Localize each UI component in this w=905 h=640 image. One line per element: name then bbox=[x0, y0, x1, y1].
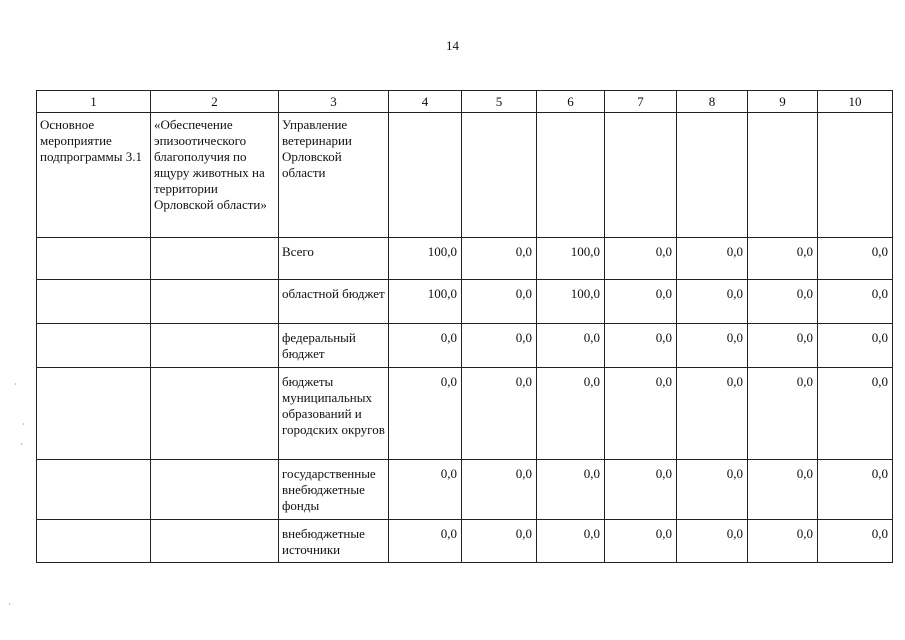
amount-cell: 0,0 bbox=[389, 520, 462, 563]
empty-cell bbox=[37, 460, 151, 520]
empty-cell bbox=[537, 113, 605, 238]
empty-cell bbox=[677, 113, 748, 238]
scan-speck: · bbox=[20, 440, 23, 449]
funding-source-label: федеральный бюджет bbox=[279, 324, 389, 368]
amount-cell: 0,0 bbox=[748, 238, 818, 280]
header-cell: 7 bbox=[605, 91, 677, 113]
empty-cell bbox=[389, 113, 462, 238]
header-cell: 8 bbox=[677, 91, 748, 113]
amount-cell: 0,0 bbox=[605, 368, 677, 460]
measure-title-cell: «Обеспечение эпизоотического благополучия по ящуру животных на территории Орловской области» bbox=[151, 113, 279, 238]
empty-cell bbox=[151, 460, 279, 520]
empty-cell bbox=[37, 368, 151, 460]
amount-cell: 100,0 bbox=[537, 238, 605, 280]
amount-cell: 0,0 bbox=[677, 368, 748, 460]
empty-cell bbox=[37, 238, 151, 280]
funding-source-label: областной бюджет bbox=[279, 280, 389, 324]
scan-speck: · bbox=[14, 380, 17, 389]
funding-row bbox=[37, 460, 893, 520]
amount-cell: 0,0 bbox=[605, 280, 677, 324]
amount-cell: 0,0 bbox=[748, 368, 818, 460]
empty-cell bbox=[748, 113, 818, 238]
header-cell: 2 bbox=[151, 91, 279, 113]
measure-name-cell: Основное мероприятие подпрограммы 3.1 bbox=[37, 113, 151, 238]
amount-cell: 0,0 bbox=[818, 460, 893, 520]
amount-cell: 0,0 bbox=[462, 280, 537, 324]
amount-cell: 0,0 bbox=[605, 520, 677, 563]
amount-cell: 0,0 bbox=[677, 520, 748, 563]
amount-cell: 100,0 bbox=[389, 238, 462, 280]
measure-row bbox=[37, 113, 893, 238]
header-cell: 1 bbox=[37, 91, 151, 113]
header-cell: 5 bbox=[462, 91, 537, 113]
amount-cell: 0,0 bbox=[748, 280, 818, 324]
amount-cell: 0,0 bbox=[462, 520, 537, 563]
responsible-cell: Управление ветеринарии Орловской области bbox=[279, 113, 389, 238]
amount-cell: 0,0 bbox=[748, 520, 818, 563]
funding-row bbox=[37, 520, 893, 563]
amount-cell: 0,0 bbox=[537, 460, 605, 520]
funding-source-label: государственные внебюджетные фонды bbox=[279, 460, 389, 520]
amount-cell: 0,0 bbox=[462, 460, 537, 520]
amount-cell: 0,0 bbox=[462, 238, 537, 280]
amount-cell: 0,0 bbox=[605, 238, 677, 280]
header-row bbox=[37, 91, 893, 113]
amount-cell: 0,0 bbox=[389, 324, 462, 368]
amount-cell: 0,0 bbox=[677, 280, 748, 324]
empty-cell bbox=[151, 520, 279, 563]
empty-cell bbox=[37, 520, 151, 563]
scan-speck: · bbox=[22, 420, 25, 429]
scan-speck: · bbox=[8, 600, 11, 609]
empty-cell bbox=[37, 324, 151, 368]
header-cell: 10 bbox=[818, 91, 893, 113]
amount-cell: 0,0 bbox=[537, 520, 605, 563]
empty-cell bbox=[605, 113, 677, 238]
funding-source-label: внебюджетные источники bbox=[279, 520, 389, 563]
empty-cell bbox=[151, 280, 279, 324]
header-cell: 9 bbox=[748, 91, 818, 113]
amount-cell: 0,0 bbox=[605, 324, 677, 368]
amount-cell: 0,0 bbox=[389, 368, 462, 460]
empty-cell bbox=[151, 368, 279, 460]
amount-cell: 0,0 bbox=[818, 238, 893, 280]
empty-cell bbox=[462, 113, 537, 238]
empty-cell bbox=[151, 238, 279, 280]
amount-cell: 0,0 bbox=[748, 324, 818, 368]
header-cell: 3 bbox=[279, 91, 389, 113]
amount-cell: 0,0 bbox=[462, 368, 537, 460]
amount-cell: 0,0 bbox=[462, 324, 537, 368]
funding-row bbox=[37, 368, 893, 460]
amount-cell: 0,0 bbox=[818, 368, 893, 460]
amount-cell: 0,0 bbox=[677, 324, 748, 368]
empty-cell bbox=[818, 113, 893, 238]
amount-cell: 0,0 bbox=[818, 280, 893, 324]
funding-row bbox=[37, 324, 893, 368]
header-cell: 4 bbox=[389, 91, 462, 113]
empty-cell bbox=[37, 280, 151, 324]
empty-cell bbox=[151, 324, 279, 368]
budget-table bbox=[36, 90, 893, 563]
amount-cell: 0,0 bbox=[818, 520, 893, 563]
amount-cell: 0,0 bbox=[605, 460, 677, 520]
header-cell: 6 bbox=[537, 91, 605, 113]
amount-cell: 0,0 bbox=[677, 460, 748, 520]
page-number: 14 bbox=[446, 38, 459, 53]
amount-cell: 0,0 bbox=[818, 324, 893, 368]
amount-cell: 0,0 bbox=[537, 368, 605, 460]
amount-cell: 0,0 bbox=[748, 460, 818, 520]
amount-cell: 0,0 bbox=[537, 324, 605, 368]
amount-cell: 0,0 bbox=[677, 238, 748, 280]
amount-cell: 100,0 bbox=[389, 280, 462, 324]
funding-source-label: Всего bbox=[279, 238, 389, 280]
funding-source-label: бюджеты муниципальных образований и городских округов bbox=[279, 368, 389, 460]
funding-row bbox=[37, 238, 893, 280]
amount-cell: 100,0 bbox=[537, 280, 605, 324]
amount-cell: 0,0 bbox=[389, 460, 462, 520]
funding-row bbox=[37, 280, 893, 324]
